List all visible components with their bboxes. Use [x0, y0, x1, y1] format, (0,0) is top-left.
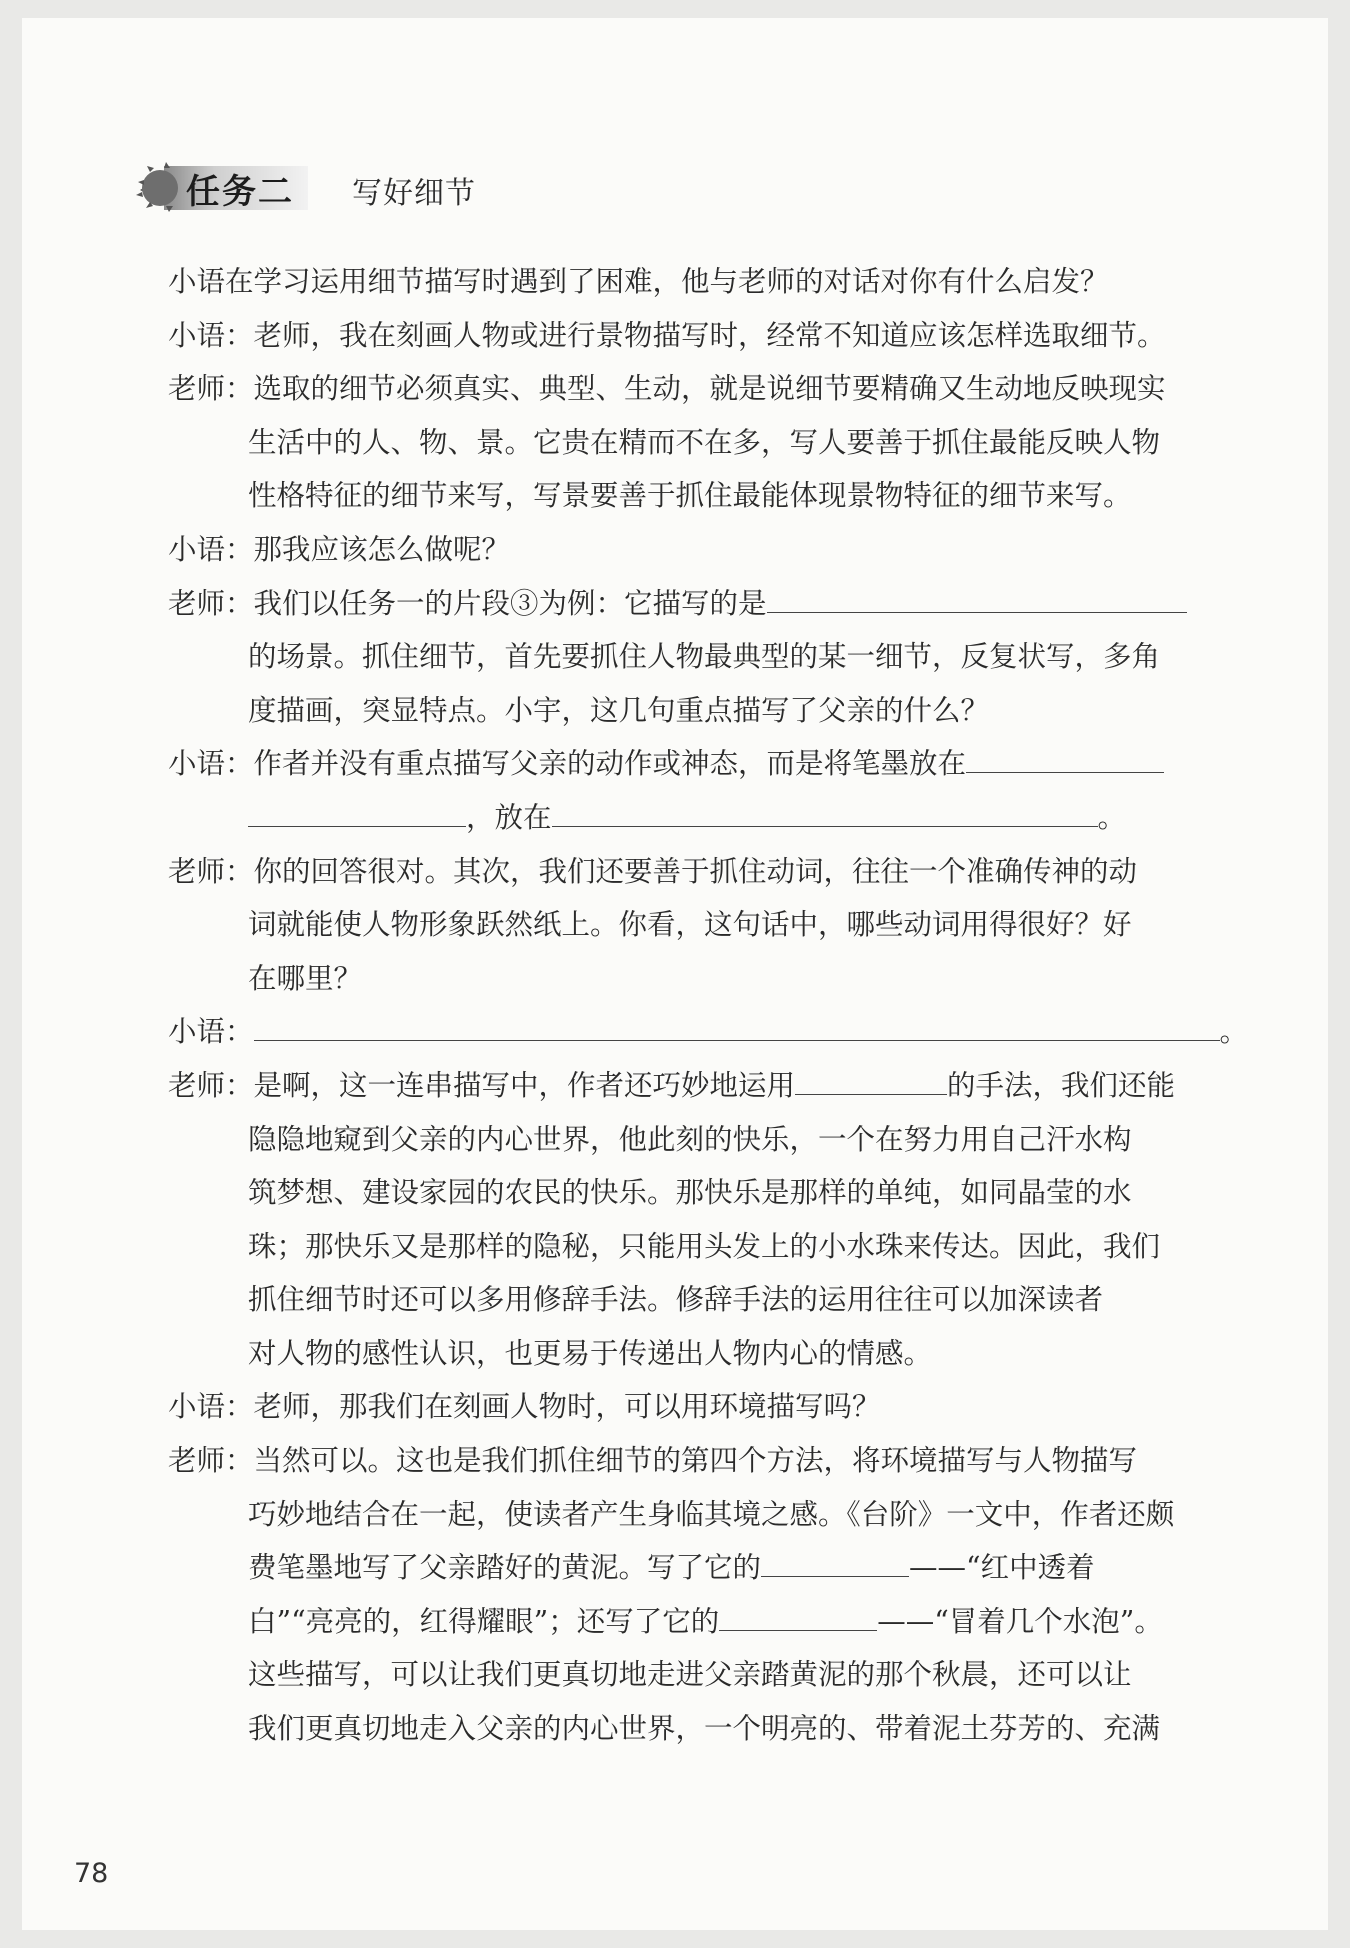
text-line: 我们更真切地走入父亲的内心世界，一个明亮的、带着泥土芬芳的、充满	[248, 1712, 1161, 1746]
text-line: 在哪里？	[248, 961, 363, 995]
text-line: 小语： 。	[168, 1005, 1230, 1059]
text-line: 抓住细节时还可以多用修辞手法。修辞手法的运用往往可以加深读者	[248, 1283, 1104, 1317]
text-line: 筑梦想、建设家园的农民的快乐。那快乐是那样的单纯，如同晶莹的水	[248, 1176, 1132, 1210]
text-line: 小语：老师，我在刻画人物或进行景物描写时，经常不知道应该怎样选取细节。	[168, 318, 1166, 352]
dialogue-text	[168, 255, 1249, 1756]
text-line: 小语：那我应该怎么做呢？	[168, 532, 511, 566]
task-title: 写好细节	[352, 176, 476, 211]
fill-blank[interactable]	[254, 1010, 1220, 1041]
task-label: 任务二	[186, 172, 294, 212]
fill-blank[interactable]	[552, 796, 1098, 827]
page-number: 78	[74, 1858, 109, 1889]
text-line: 白”“亮亮的，红得耀眼”；还写了它的 ——“冒着几个水泡”。	[168, 1595, 1230, 1649]
text-line: 的场景。抓住细节，首先要抓住人物最典型的某一细节，反复状写，多角	[248, 640, 1161, 674]
fill-blank[interactable]	[966, 742, 1164, 773]
task-header	[136, 160, 736, 216]
text-line: 小语：老师，那我们在刻画人物时，可以用环境描写吗？	[168, 1390, 881, 1424]
text-line: 费笔墨地写了父亲踏好的黄泥。写了它的 ——“红中透着	[168, 1541, 1230, 1595]
fill-blank[interactable]	[719, 1600, 877, 1631]
text-line: ，放在 。	[168, 791, 1230, 845]
fill-blank[interactable]	[767, 582, 1187, 613]
text-line: 老师：当然可以。这也是我们抓住细节的第四个方法，将环境描写与人物描写	[168, 1444, 1138, 1478]
text-line: 老师：你的回答很对。其次，我们还要善于抓住动词，往往一个准确传神的动	[168, 854, 1138, 888]
text-line: 性格特征的细节来写，写景要善于抓住最能体现景物特征的细节来写。	[248, 479, 1132, 513]
text-line: 珠；那快乐又是那样的隐秘，只能用头发上的小水珠来传达。因此，我们	[248, 1229, 1161, 1263]
text-line: 老师：我们以任务一的片段③为例：它描写的是	[168, 577, 1230, 631]
text-line: 词就能使人物形象跃然纸上。你看，这句话中，哪些动词用得很好？好	[248, 908, 1132, 942]
text-line: 度描画，突显特点。小宇，这几句重点描写了父亲的什么？	[248, 693, 990, 727]
text-line: 对人物的感性认识，也更易于传递出人物内心的情感。	[248, 1336, 933, 1370]
text-line: 小语在学习运用细节描写时遇到了困难，他与老师的对话对你有什么启发？	[168, 265, 1109, 298]
text-line: 这些描写，可以让我们更真切地走进父亲踏黄泥的那个秋晨，还可以让	[248, 1658, 1132, 1692]
text-line: 生活中的人、物、景。它贵在精而不在多，写人要善于抓住最能反映人物	[248, 425, 1161, 459]
text-line: 老师：是啊，这一连串描写中，作者还巧妙地运用 的手法，我们还能	[168, 1059, 1230, 1113]
text-line: 小语：作者并没有重点描写父亲的动作或神态，而是将笔墨放在	[168, 737, 1230, 791]
fill-blank[interactable]	[795, 1064, 947, 1095]
fill-blank[interactable]	[248, 796, 466, 827]
text-line: 巧妙地结合在一起，使读者产生身临其境之感。《台阶》一文中，作者还颇	[248, 1497, 1175, 1531]
text-line: 隐隐地窥到父亲的内心世界，他此刻的快乐，一个在努力用自己汗水构	[248, 1122, 1132, 1156]
task-badge	[136, 160, 316, 214]
text-line: 老师：选取的细节必须真实、典型、生动，就是说细节要精确又生动地反映现实	[168, 372, 1166, 406]
fill-blank[interactable]	[761, 1546, 909, 1577]
